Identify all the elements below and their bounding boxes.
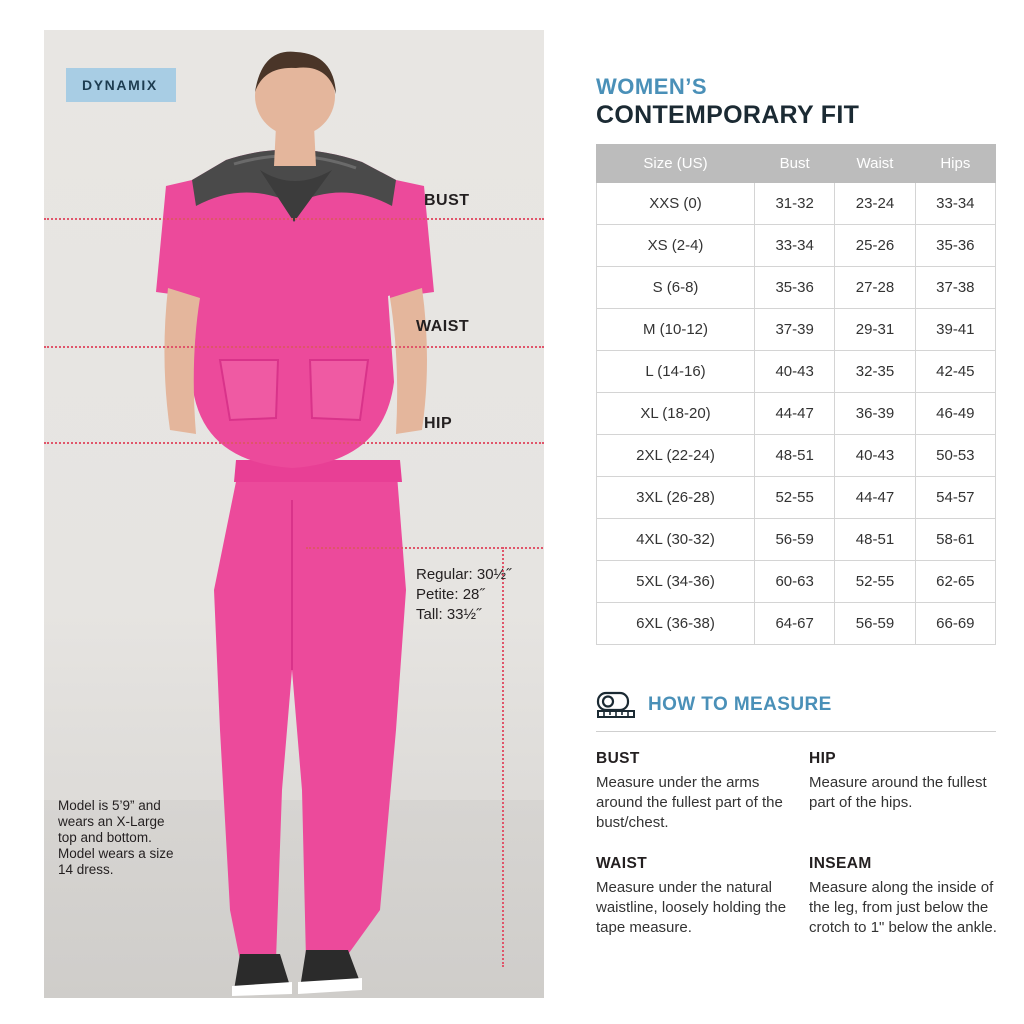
cell-size: XS (2-4) <box>597 225 755 267</box>
cell-hips: 58-61 <box>915 519 995 561</box>
inseam-petite: Petite: 28˝ <box>416 586 485 603</box>
cell-bust: 31-32 <box>755 183 835 225</box>
table-row <box>597 519 996 561</box>
table-row <box>597 393 996 435</box>
cell-hips: 37-38 <box>915 267 995 309</box>
page-title-line1: WOMEN’S <box>596 74 708 99</box>
measure-term: HIP <box>809 750 837 767</box>
cell-size: XL (18-20) <box>597 393 755 435</box>
measure-term: INSEAM <box>809 855 872 872</box>
table-header-size: Size (US) <box>597 145 755 183</box>
table-header-bust: Bust <box>755 145 835 183</box>
cell-hips: 66-69 <box>915 603 995 645</box>
cell-hips: 42-45 <box>915 351 995 393</box>
cell-bust: 48-51 <box>755 435 835 477</box>
cell-hips: 46-49 <box>915 393 995 435</box>
model-note: Model is 5’9” and wears an X-Large top and bottom. Model wears a size 14 dress. <box>58 798 174 877</box>
cell-waist: 27-28 <box>835 267 915 309</box>
cell-size: L (14-16) <box>597 351 755 393</box>
cell-size: 6XL (36-38) <box>597 603 755 645</box>
cell-waist: 36-39 <box>835 393 915 435</box>
cell-waist: 44-47 <box>835 477 915 519</box>
bust-guide-label: BUST <box>424 192 470 209</box>
table-row <box>597 183 996 225</box>
measure-term: WAIST <box>596 855 648 872</box>
table-row <box>597 561 996 603</box>
table-row <box>597 603 996 645</box>
cell-hips: 39-41 <box>915 309 995 351</box>
cell-size: M (10-12) <box>597 309 755 351</box>
inseam-lengths <box>416 565 511 625</box>
cell-bust: 60-63 <box>755 561 835 603</box>
cell-hips: 35-36 <box>915 225 995 267</box>
inseam-tall: Tall: 33½˝ <box>416 606 482 623</box>
cell-bust: 44-47 <box>755 393 835 435</box>
inseam-guide-line <box>306 547 544 549</box>
model-photo-panel <box>44 30 544 998</box>
cell-bust: 40-43 <box>755 351 835 393</box>
measure-item <box>809 750 1004 833</box>
cell-size: 5XL (34-36) <box>597 561 755 603</box>
measure-definition: Measure along the inside of the leg, from just below the crotch to 1" below the ankle. <box>809 879 997 936</box>
cell-waist: 23-24 <box>835 183 915 225</box>
inseam-regular: Regular: 30½˝ <box>416 566 512 583</box>
cell-bust: 37-39 <box>755 309 835 351</box>
cell-waist: 52-55 <box>835 561 915 603</box>
tape-measure-icon <box>596 691 636 719</box>
table-row <box>597 435 996 477</box>
how-to-measure-grid <box>596 750 996 938</box>
page-title-line2: CONTEMPORARY FIT <box>596 101 860 129</box>
table-header-waist: Waist <box>835 145 915 183</box>
table-row <box>597 477 996 519</box>
cell-waist: 29-31 <box>835 309 915 351</box>
cell-hips: 50-53 <box>915 435 995 477</box>
cell-bust: 64-67 <box>755 603 835 645</box>
cell-bust: 33-34 <box>755 225 835 267</box>
measure-item <box>809 855 1004 938</box>
table-row <box>597 309 996 351</box>
hip-guide-label: HIP <box>424 415 453 432</box>
cell-hips: 33-34 <box>915 183 995 225</box>
table-row <box>597 351 996 393</box>
section-divider <box>596 731 996 732</box>
cell-waist: 32-35 <box>835 351 915 393</box>
cell-bust: 56-59 <box>755 519 835 561</box>
measure-item <box>596 855 801 938</box>
cell-size: 3XL (26-28) <box>597 477 755 519</box>
cell-bust: 52-55 <box>755 477 835 519</box>
table-header-row <box>597 145 996 183</box>
table-row <box>597 225 996 267</box>
measure-term: BUST <box>596 750 640 767</box>
waist-guide-label: WAIST <box>416 318 470 335</box>
cell-waist: 25-26 <box>835 225 915 267</box>
cell-waist: 48-51 <box>835 519 915 561</box>
cell-hips: 62-65 <box>915 561 995 603</box>
cell-waist: 40-43 <box>835 435 915 477</box>
waist-guide-line <box>44 346 544 348</box>
table-row <box>597 267 996 309</box>
hip-guide-line <box>44 442 544 444</box>
cell-waist: 56-59 <box>835 603 915 645</box>
table-header-hips: Hips <box>915 145 995 183</box>
cell-size: 2XL (22-24) <box>597 435 755 477</box>
cell-size: XXS (0) <box>597 183 755 225</box>
cell-bust: 35-36 <box>755 267 835 309</box>
how-to-measure-title: HOW TO MEASURE <box>648 694 832 715</box>
cell-size: 4XL (30-32) <box>597 519 755 561</box>
brand-badge: DYNAMIX <box>66 68 176 102</box>
measure-item <box>596 750 801 833</box>
cell-hips: 54-57 <box>915 477 995 519</box>
size-chart-content <box>596 74 996 938</box>
cell-size: S (6-8) <box>597 267 755 309</box>
measure-definition: Measure under the natural waistline, loosely holding the tape measure. <box>596 879 787 936</box>
measure-definition: Measure under the arms around the fullest part of the bust/chest. <box>596 774 783 831</box>
how-to-measure-header <box>596 691 996 719</box>
how-to-measure-section <box>596 691 996 938</box>
bust-guide-line <box>44 218 544 220</box>
size-table <box>596 144 996 645</box>
measure-definition: Measure around the fullest part of the hips. <box>809 774 987 811</box>
size-table-body <box>597 183 996 645</box>
